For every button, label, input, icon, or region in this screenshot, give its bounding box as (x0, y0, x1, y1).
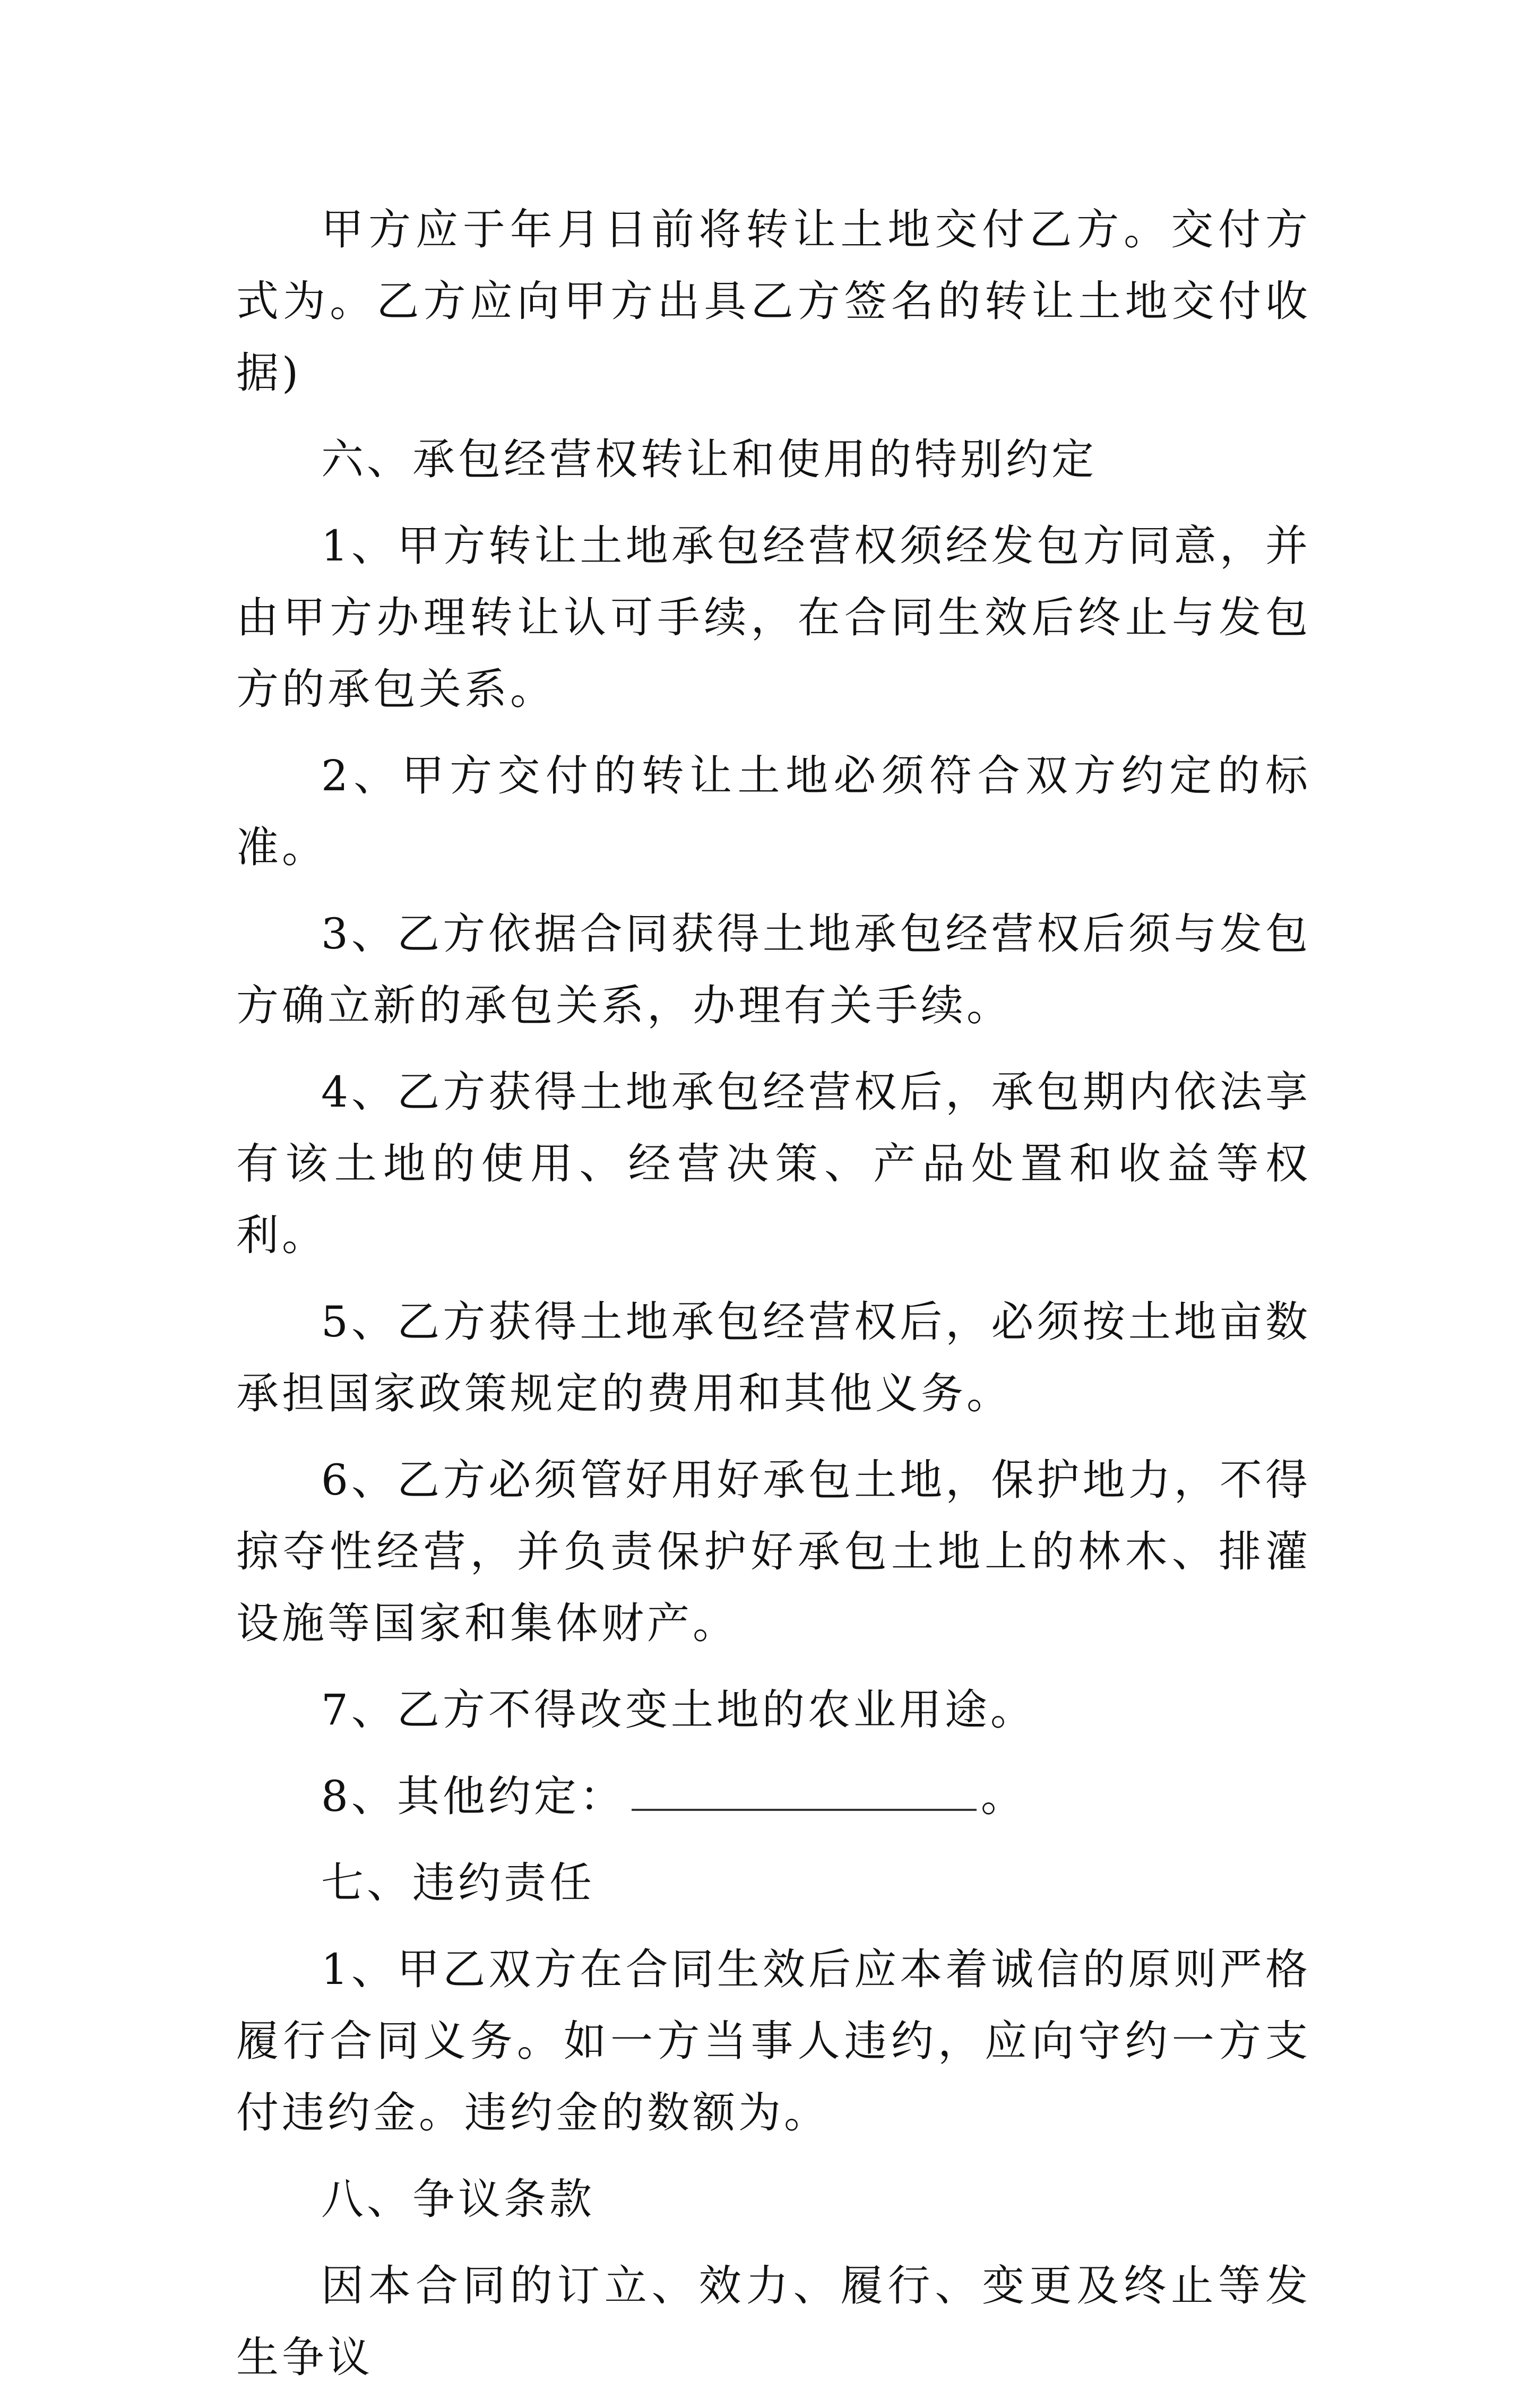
document-body (236, 194, 1311, 2408)
section-six-heading: 六、承包经营权转让和使用的特别约定 (321, 435, 1097, 484)
clause-6-6: 6、乙方必须管好用好承包土地，保护地力，不得掠夺性经营，并负责保护好承包土地上的林木、排灌设施等国家和集体财产。 (236, 1455, 1311, 1648)
clause-6-3: 3、乙方依据合同获得土地承包经营权后须与发包方确立新的承包关系，办理有关手续。 (236, 909, 1311, 1030)
clause-6-1: 1、甲方转让土地承包经营权须经发包方同意，并由甲方办理转让认可手续，在合同生效后终止与发包方的承包关系。 (236, 521, 1311, 714)
delivery-paragraph: 甲方应于年月日前将转让土地交付乙方。交付方式为。乙方应向甲方出具乙方签名的转让土地交付收据) (236, 205, 1311, 398)
clause-6-4: 4、乙方获得土地承包经营权后，承包期内依法享有该土地的使用、经营决策、产品处置和收益等权利。 (236, 1067, 1311, 1260)
clause-6-8-end-mark: 。 (980, 1772, 1026, 1821)
dispute-paragraph: 因本合同的订立、效力、履行、变更及终止等发生争议 (236, 2261, 1311, 2382)
fill-in-blank-line (632, 1776, 977, 1811)
section-eight-heading: 八、争议条款 (321, 2174, 595, 2224)
clause-6-2: 2、甲方交付的转让土地必须符合双方约定的标准。 (236, 751, 1311, 872)
clause-6-5: 5、乙方获得土地承包经营权后，必须按土地亩数承担国家政策规定的费用和其他义务。 (236, 1297, 1311, 1418)
clause-7-1: 1、甲乙双方在合同生效后应本着诚信的原则严格履行合同义务。如一方当事人违约，应向守约一方支付违约金。违约金的数额为。 (236, 1945, 1311, 2137)
clause-6-7: 7、乙方不得改变土地的农业用途。 (321, 1685, 1036, 1734)
section-seven-heading: 七、违约责任 (321, 1858, 595, 1908)
clause-6-8-label: 8、其他约定： (321, 1772, 625, 1821)
clause-6-8 (236, 1760, 1311, 1832)
